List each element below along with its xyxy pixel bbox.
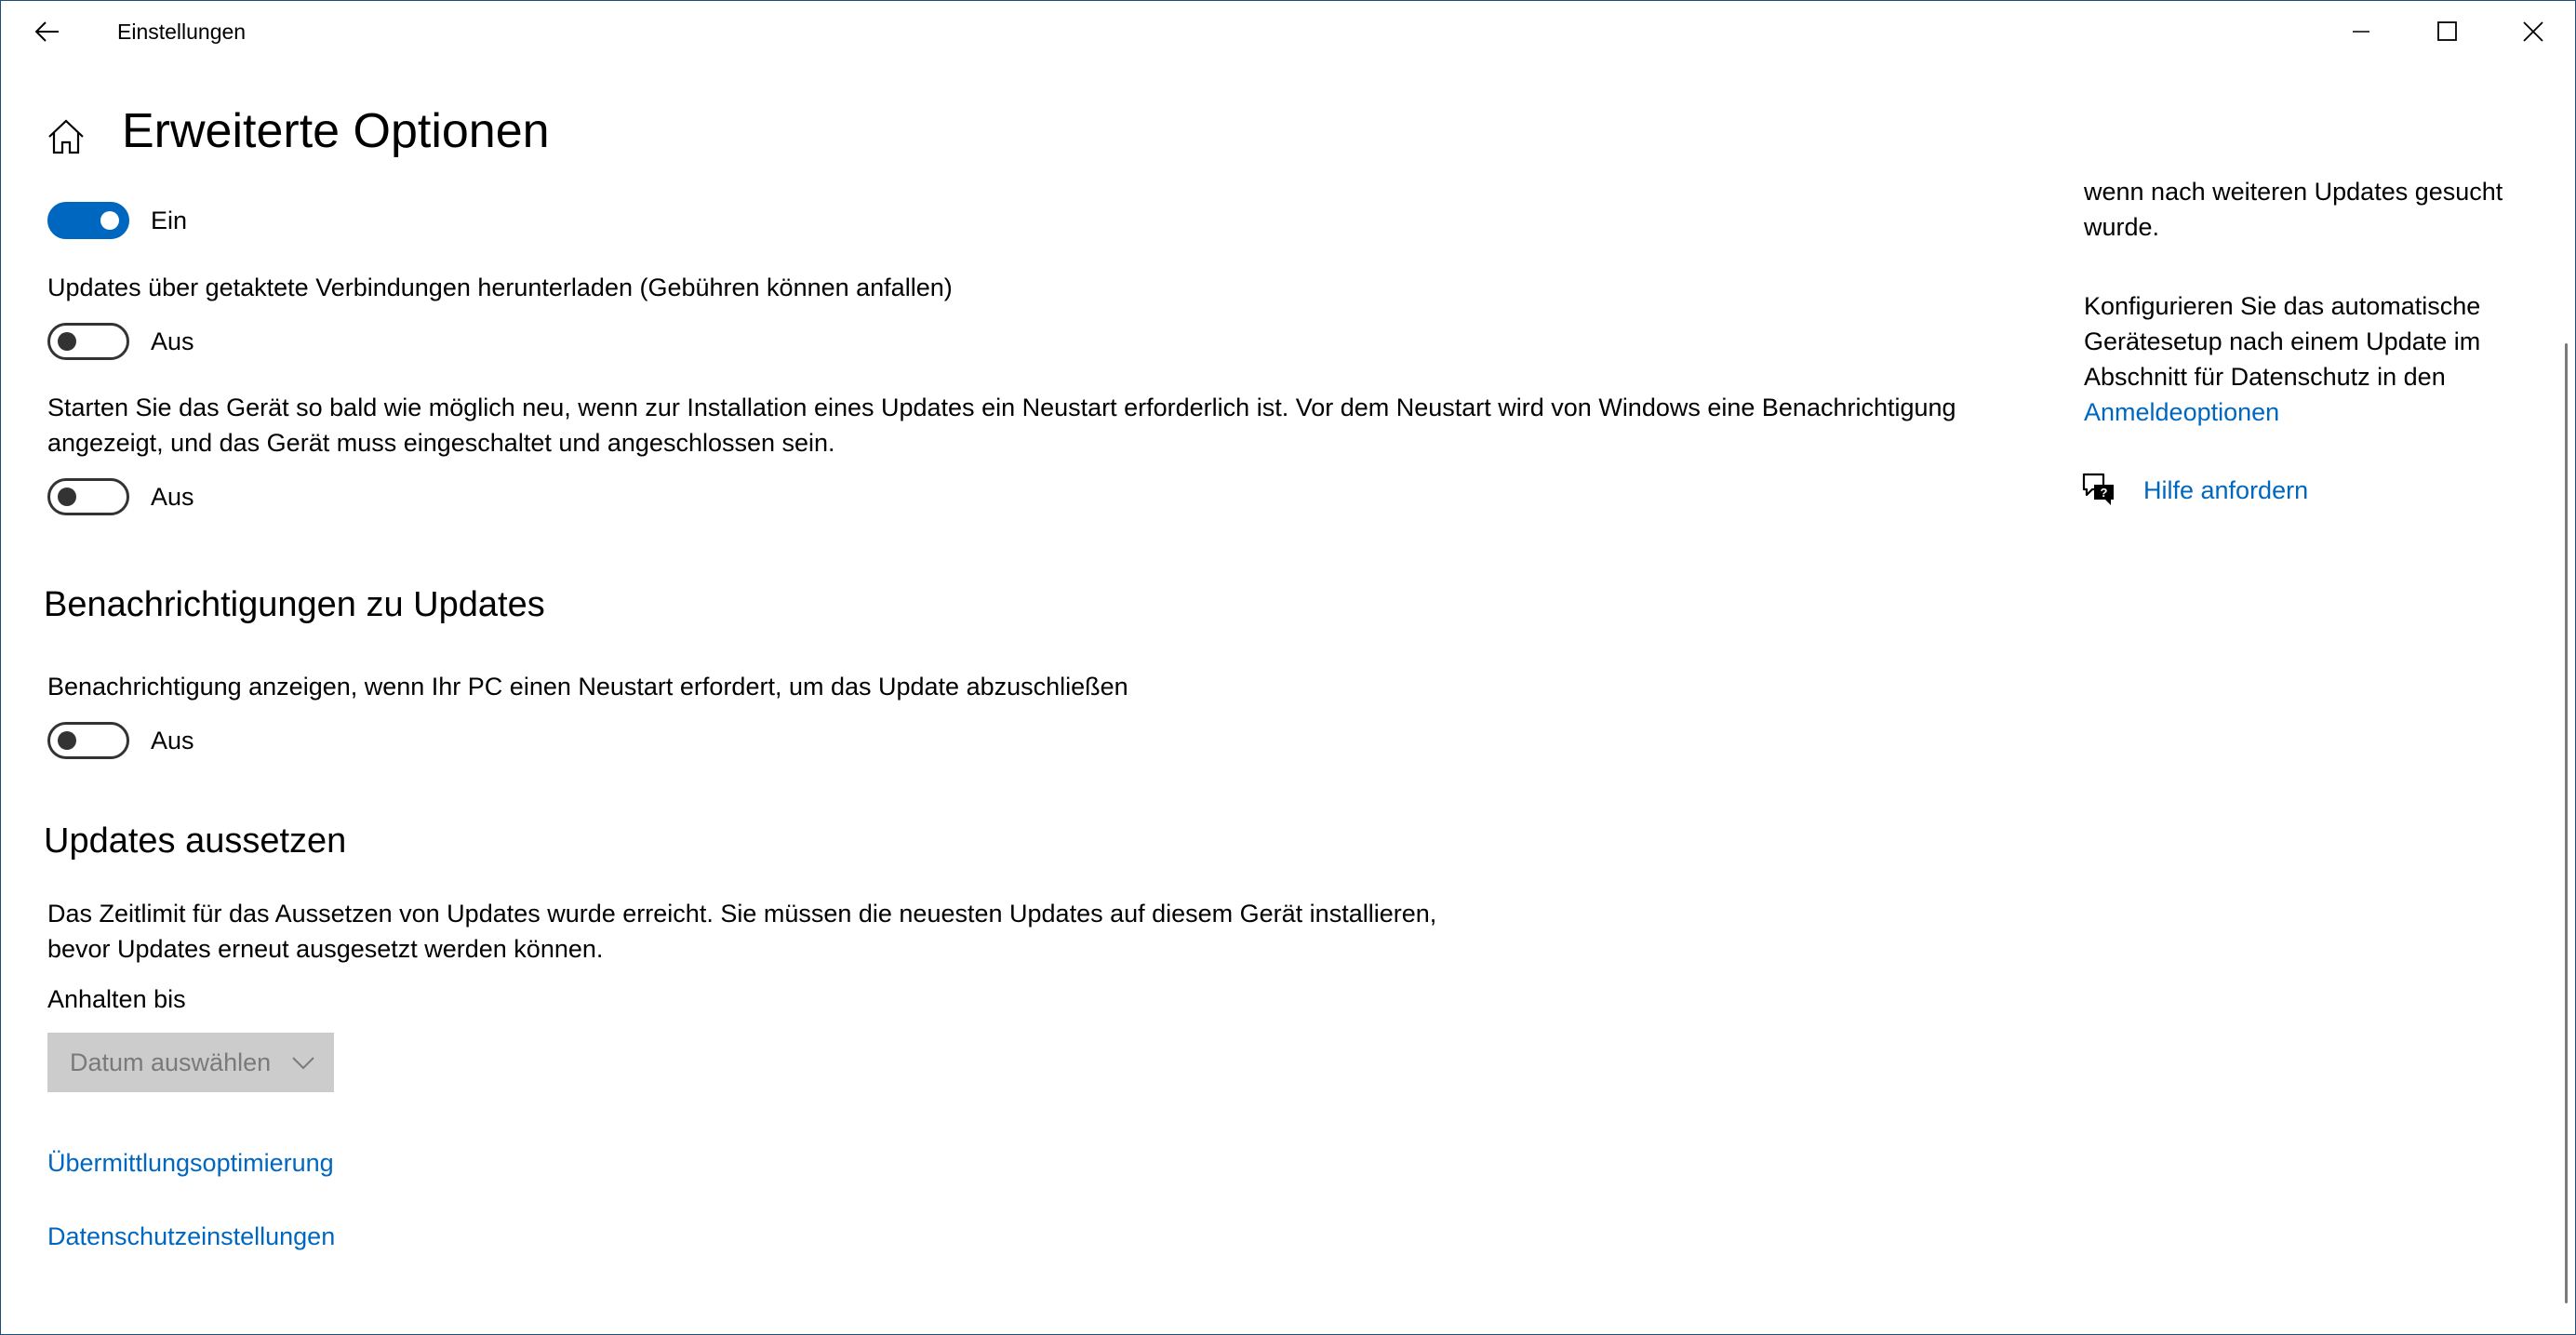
vertical-scrollbar[interactable] [2565,343,2568,1303]
toggle-knob [58,487,76,506]
sign-in-options-link[interactable]: Anmeldeoptionen [2084,398,2280,426]
sidebar-text-line: wenn nach weiteren Updates gesucht [2084,178,2503,206]
privacy-settings-link[interactable]: Datenschutzeinstellungen [47,1222,336,1250]
back-button[interactable] [20,8,75,55]
back-arrow-icon [35,21,60,42]
restart-description-line1: Starten Sie das Gerät so bald wie möglich neu, wenn zur Installation eines Updates ein Neustart erforderlich ist. Vor dem Neustart wird von Windows eine Benachrichtigung [47,394,1956,421]
notifications-heading: Benachrichtigungen zu Updates [44,585,545,624]
chevron-down-icon [291,1053,315,1072]
maximize-button[interactable] [2405,1,2490,62]
delivery-optimization-link[interactable]: Übermittlungsoptimierung [47,1149,334,1177]
maximize-icon [2437,21,2458,42]
svg-text:?: ? [2100,486,2108,500]
minimize-button[interactable] [2319,1,2405,62]
title-bar [1,1,2575,62]
home-icon[interactable] [46,116,87,157]
minimize-icon [2353,22,2371,41]
toggle-knob [58,332,76,351]
toggle-state-label: Aus [151,727,194,754]
sidebar-text-line: Gerätesetup nach einem Update im [2084,327,2481,355]
pause-date-dropdown[interactable] [47,1033,334,1092]
page-title: Erweiterte Optionen [122,104,550,158]
get-help-link[interactable]: Hilfe anfordern [2143,476,2309,504]
app-title: Einstellungen [117,20,247,44]
close-icon [2523,21,2543,42]
toggle-knob [100,211,119,230]
pause-description-line1: Das Zeitlimit für das Aussetzen von Updates wurde erreicht. Sie müssen die neuesten Updates auf diesem Gerät installieren, [47,900,1437,928]
pause-until-label: Anhalten bis [47,985,186,1013]
restart-notification-toggle[interactable] [47,722,129,759]
sidebar-text-line: wurde. [2084,213,2160,241]
sidebar-text-line: Abschnitt für Datenschutz in den [2084,363,2446,391]
toggle-knob [58,731,76,750]
restart-description-line2: angezeigt, und das Gerät muss eingeschaltet und angeschlossen sein. [47,429,835,457]
toggle-state-label: Aus [151,483,194,511]
metered-download-description: Updates über getaktete Verbindungen herunterladen (Gebühren können anfallen) [47,274,953,301]
metered-download-toggle[interactable] [47,323,129,360]
restart-asap-toggle[interactable] [47,478,129,515]
pause-description-line2: bevor Updates erneut ausgesetzt werden können. [47,935,604,963]
sidebar-text-line: Konfigurieren Sie das automatische [2084,292,2481,320]
close-button[interactable] [2490,1,2576,62]
chat-help-icon [2081,471,2116,506]
scrolled-setting-toggle[interactable] [47,202,129,239]
pause-updates-heading: Updates aussetzen [44,821,347,861]
toggle-state-label: Ein [151,207,188,234]
toggle-state-label: Aus [151,327,194,355]
restart-notification-description: Benachrichtigung anzeigen, wenn Ihr PC einen Neustart erfordert, um das Update abzuschließen [47,673,1128,701]
dropdown-selected-value: Datum auswählen [70,1048,272,1076]
